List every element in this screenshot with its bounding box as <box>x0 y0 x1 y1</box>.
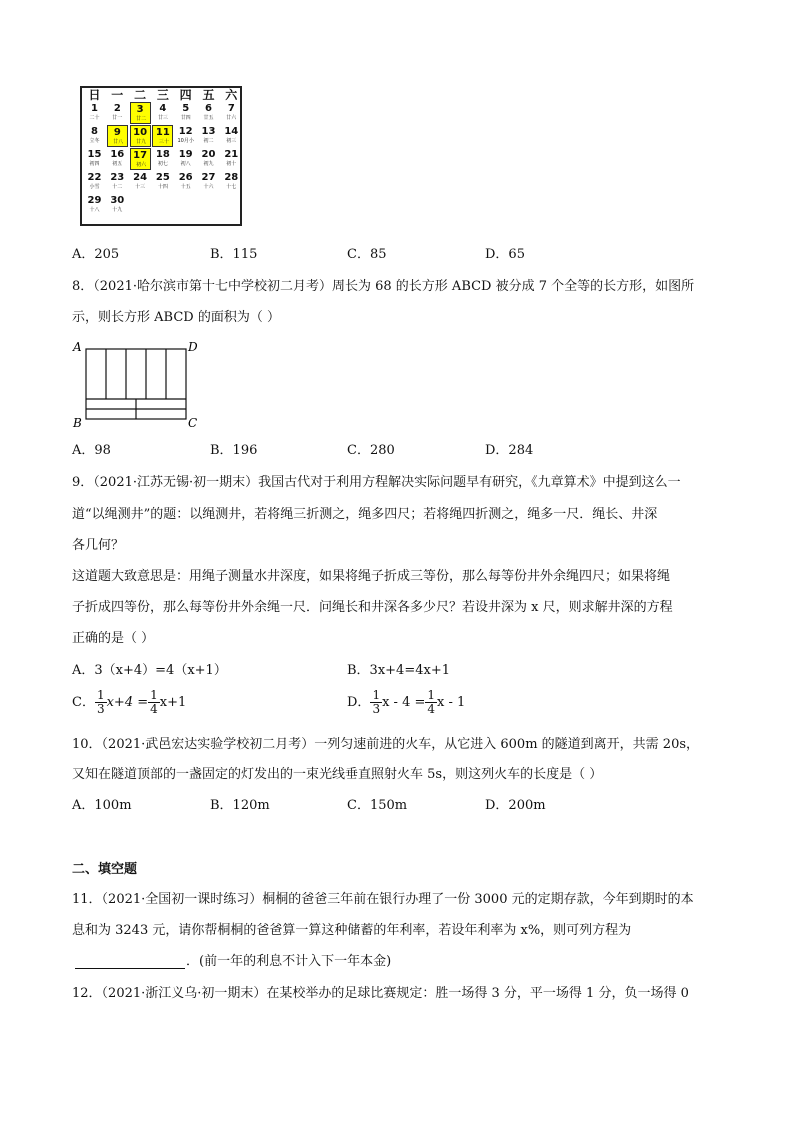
calendar-day <box>152 148 173 170</box>
calendar-header <box>82 88 240 102</box>
calendar-day-number: 30 <box>110 195 125 206</box>
q9-text-line5: 子折成四等份，那么每等份井外余绳一尺．问绳长和井深各多少尺？若设井深为 x 尺，则求解井深的方程 <box>72 600 673 615</box>
calendar-day-number: 27 <box>201 172 216 183</box>
calendar-day-number: 19 <box>178 149 193 160</box>
q10-option-d: D．200m <box>485 798 546 813</box>
calendar-day <box>198 171 219 193</box>
calendar-lunar-date: 廿五 <box>203 115 214 121</box>
calendar-weekday-header: 六 <box>225 88 238 102</box>
calendar-lunar-date: 十八 <box>89 207 100 213</box>
calendar-lunar-date: 十五 <box>180 184 191 190</box>
calendar-day-number: 2 <box>113 103 121 114</box>
calendar-day-number: 15 <box>87 149 102 160</box>
calendar-lunar-date: 初八 <box>180 161 191 167</box>
q8-text-line2: 示，则长方形 ABCD 的面积为（ ） <box>72 310 280 325</box>
calendar-day <box>175 125 196 147</box>
calendar-day <box>84 102 105 124</box>
calendar-day <box>198 148 219 170</box>
calendar-day-highlighted <box>152 125 173 147</box>
calendar-lunar-date: 三十 <box>158 139 169 145</box>
q9-option-c-label: C． <box>72 695 95 710</box>
calendar-day-number: 3 <box>136 104 144 115</box>
q12-text-line1: 12．（2021·浙江义乌·初一期末）在某校举办的足球比赛规定：胜一场得 3 分，平一场得 1 分，负一场得 0 <box>72 986 689 1001</box>
label-d: D <box>188 340 198 354</box>
calendar-day <box>107 171 128 193</box>
calendar-weekday-header: 二 <box>134 88 147 102</box>
calendar-lunar-date: 初六 <box>136 162 147 168</box>
q10-option-b: B．120m <box>210 798 270 813</box>
calendar-day <box>107 148 128 170</box>
calendar-day <box>84 171 105 193</box>
calendar-day-number: 26 <box>178 172 193 183</box>
calendar-day <box>198 125 219 147</box>
fraction-one-fourth: $\frac{1}{4}$ <box>427 688 436 716</box>
q9-text-line1: 9．（2021·江苏无锡·初一期末）我国古代对于利用方程解决实际问题早有研究，《九章算术》中提到这么一 <box>72 475 681 490</box>
q7-option-c: C．85 <box>347 247 387 262</box>
calendar-day-number: 25 <box>155 172 170 183</box>
calendar-lunar-date: 10月小 <box>177 138 194 144</box>
q8-text-line1: 8．（2021·哈尔滨市第十七中学校初二月考）周长为 68 的长方形 ABCD 被分成 7 个全等的长方形，如图所 <box>72 279 695 294</box>
calendar-day <box>84 194 105 216</box>
calendar-lunar-date: 初五 <box>112 161 123 167</box>
q9-text-line2: 道“以绳测井”的题：以绳测井，若将绳三折测之，绳多四尺；若将绳四折测之，绳多一尺．绳长、井深 <box>72 507 658 522</box>
calendar-lunar-date: 立冬 <box>89 138 100 144</box>
q9-option-c-end: x+1 <box>159 695 187 710</box>
calendar-day-number: 18 <box>155 149 170 160</box>
section-title-fill-blank: 二、填空题 <box>72 862 138 877</box>
q7-option-d: D．65 <box>485 247 525 262</box>
calendar-lunar-date: 廿一 <box>112 115 123 121</box>
calendar-day <box>107 102 128 124</box>
calendar-day-highlighted <box>107 125 128 147</box>
calendar-lunar-date: 十三 <box>135 184 146 190</box>
q7-option-b: B．115 <box>210 247 258 262</box>
calendar-lunar-date: 初四 <box>89 161 100 167</box>
calendar-weekday-header: 日 <box>88 88 101 102</box>
q11-text-line3: ．(前一年的利息不计入下一年本金) <box>186 954 392 969</box>
calendar-day-highlighted <box>130 125 151 147</box>
calendar-lunar-date: 十九 <box>112 207 123 213</box>
calendar-day <box>221 171 242 193</box>
calendar-day-number: 8 <box>91 126 98 137</box>
calendar-day-number: 13 <box>201 126 216 137</box>
q10-option-c: C．150m <box>347 798 408 813</box>
calendar-lunar-date: 十四 <box>157 184 168 190</box>
calendar-day <box>221 125 242 147</box>
calendar-day <box>107 194 128 216</box>
q9-option-c <box>72 688 186 718</box>
q8-option-c: C．280 <box>347 443 395 458</box>
calendar-day <box>198 102 219 124</box>
q10-option-a: A．100m <box>72 798 132 813</box>
calendar-day <box>84 148 105 170</box>
calendar-day <box>84 125 105 147</box>
calendar-day <box>175 102 196 124</box>
fraction-one-third: $\frac{1}{3}$ <box>96 688 105 716</box>
calendar-day <box>130 171 151 193</box>
calendar-day-number: 22 <box>87 172 102 183</box>
calendar-day-number: 9 <box>113 127 121 138</box>
calendar-day-number: 29 <box>87 195 102 206</box>
calendar-weekday-header: 四 <box>179 88 192 102</box>
q10-text-line1: 10．（2021·武邑宏达实验学校初二月考）一列匀速前进的火车，从它进入 600m 的隧道到离开，共需 20s， <box>72 737 700 752</box>
calendar-day <box>152 102 173 124</box>
q9-option-d-label: D． <box>347 695 371 710</box>
q8-option-b: B．196 <box>210 443 258 458</box>
calendar-day-number: 20 <box>201 149 216 160</box>
calendar-day-number: 28 <box>224 172 239 183</box>
fraction-one-fourth: $\frac{1}{4}$ <box>150 688 158 716</box>
q9-text-line6: 正确的是（ ） <box>72 631 155 646</box>
calendar-lunar-date: 十七 <box>226 184 237 190</box>
calendar-weekday-header: 三 <box>156 88 169 102</box>
calendar-day-number: 10 <box>133 127 148 138</box>
q8-option-d: D．284 <box>485 443 534 458</box>
calendar-weekday-header: 一 <box>111 88 124 102</box>
q7-option-a: A．205 <box>72 247 120 262</box>
calendar-day-number: 12 <box>178 126 193 137</box>
calendar-day <box>175 148 196 170</box>
calendar-day-number: 1 <box>91 103 98 114</box>
calendar-lunar-date: 廿六 <box>226 115 237 121</box>
q9-option-a: A．3（x+4）=4（x+1） <box>72 663 227 678</box>
calendar-lunar-date: 初二 <box>203 138 214 144</box>
calendar-lunar-date: 廿八 <box>113 139 124 145</box>
calendar-figure <box>80 86 242 226</box>
calendar-day-number: 7 <box>227 103 235 114</box>
calendar-day-number: 16 <box>110 149 125 160</box>
calendar-day-highlighted <box>130 148 151 170</box>
calendar-lunar-date: 廿九 <box>136 139 147 145</box>
label-a: A <box>73 340 82 354</box>
calendar-lunar-date: 十六 <box>203 184 214 190</box>
calendar-day <box>152 171 173 193</box>
q9-option-d-middle: x - 4 = <box>382 695 426 710</box>
calendar-day-number: 24 <box>133 172 148 183</box>
label-b: B <box>73 416 82 430</box>
q8-option-a: A．98 <box>72 443 111 458</box>
q11-answer-blank <box>75 968 185 969</box>
q11-text-line2: 息和为 3243 元，请你帮桐桐的爸爸算一算这种储蓄的年利率，若设年利率为 x%，则可列方程为 <box>72 923 632 938</box>
q9-option-d-end: x - 1 <box>437 695 466 710</box>
q10-text-line2: 又知在隧道顶部的一盏固定的灯发出的一束光线垂直照射火车 5s，则这列火车的长度是（ ） <box>72 767 603 782</box>
calendar-day-number: 4 <box>159 103 167 114</box>
label-c: C <box>188 416 198 430</box>
calendar-lunar-date: 初三 <box>226 138 237 144</box>
q9-text-line4: 这道题大致意思是：用绳子测量水井深度，如果将绳子折成三等份，那么每等份井外余绳四尺；如果将绳 <box>72 569 671 584</box>
q8-rectangle-figure <box>70 338 210 430</box>
calendar-day <box>175 171 196 193</box>
calendar-weekday-header: 五 <box>202 88 215 102</box>
calendar-day <box>221 148 242 170</box>
calendar-day-number: 23 <box>110 172 125 183</box>
calendar-lunar-date: 廿三 <box>157 115 168 121</box>
q11-text-line1: 11．（2021·全国初一课时练习）桐桐的爸爸三年前在银行办理了一份 3000 元的定期存款，今年到期时的本 <box>72 892 694 907</box>
fraction-one-third: $\frac{1}{3}$ <box>372 688 381 716</box>
calendar-lunar-date: 二十 <box>89 115 100 121</box>
calendar-lunar-date: 廿二 <box>136 116 147 122</box>
calendar-day-number: 11 <box>155 127 170 138</box>
calendar-day <box>221 102 242 124</box>
calendar-day-number: 6 <box>205 103 212 114</box>
calendar-day-number: 14 <box>224 126 239 137</box>
q9-text-line3: 各几何？ <box>72 538 125 553</box>
q9-option-d <box>347 688 465 718</box>
calendar-lunar-date: 十二 <box>112 184 123 190</box>
calendar-day-highlighted <box>130 102 151 124</box>
calendar-day-number: 5 <box>182 103 190 114</box>
calendar-day-number: 17 <box>133 150 148 161</box>
q9-option-c-middle: x+4 = <box>106 695 149 710</box>
calendar-lunar-date: 初十 <box>226 161 237 167</box>
calendar-lunar-date: 小雪 <box>89 184 100 190</box>
calendar-day-number: 21 <box>224 149 239 160</box>
calendar-lunar-date: 廿四 <box>180 115 191 121</box>
calendar-lunar-date: 初九 <box>203 161 214 167</box>
q9-option-b: B．3x+4=4x+1 <box>347 663 450 678</box>
calendar-lunar-date: 初七 <box>157 161 168 167</box>
